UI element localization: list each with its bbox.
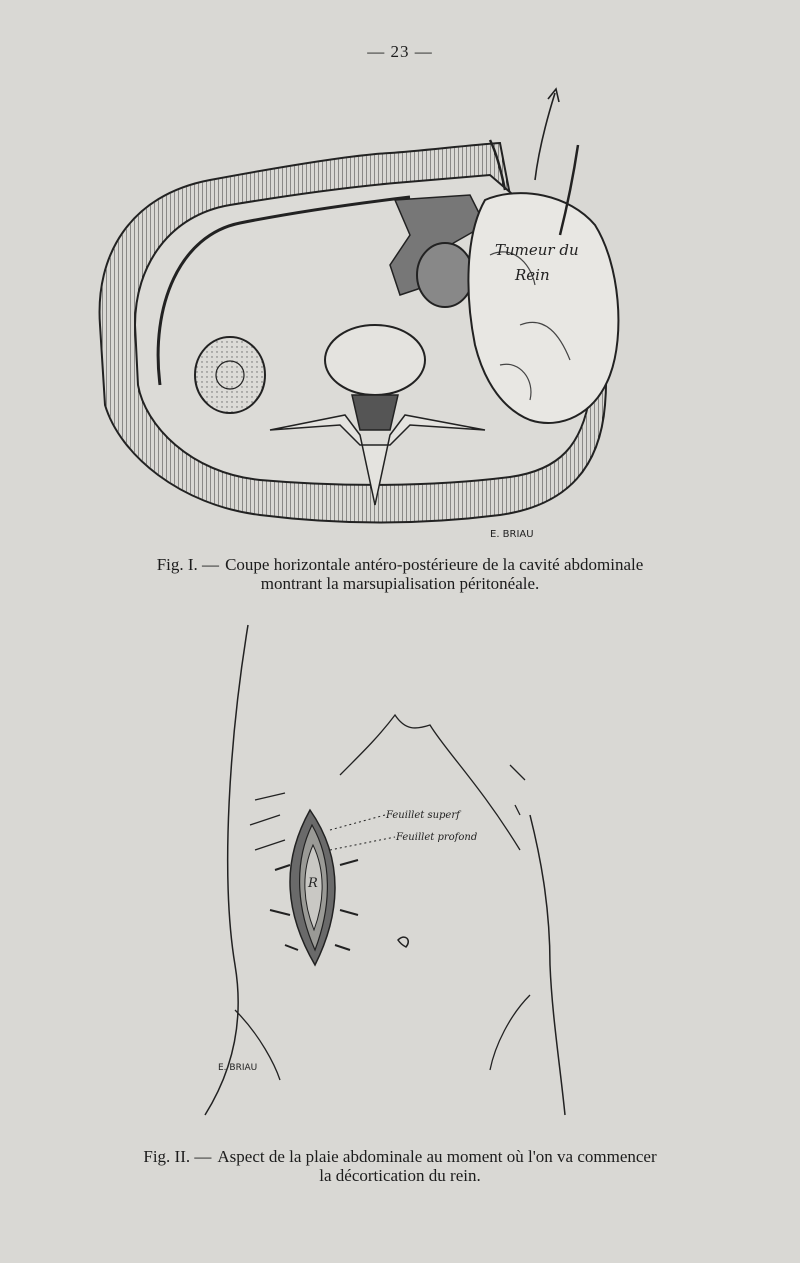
figure-1-label: Fig. I. — [156, 555, 220, 574]
page-number: — 23 — [367, 42, 433, 61]
vertebra-body [325, 325, 425, 395]
figure-1-caption [0, 555, 800, 593]
tumor-annotation-2: Rein [515, 266, 550, 284]
figure-2-caption-line-1: Aspect de la plaie abdominale au moment où l'on va commencer [217, 1147, 657, 1166]
tumor-annotation-1: Tumeur du [495, 241, 579, 259]
figure-2-label: Fig. II. — [143, 1147, 212, 1166]
figure-1-signature: E. BRIAU [490, 529, 534, 540]
rib-marks [250, 765, 525, 850]
kidney-marker: R [308, 876, 318, 891]
figure-2-signature: E. BRIAU [218, 1063, 258, 1073]
figure-2-caption [0, 1147, 800, 1185]
torso-right-outline [530, 815, 565, 1115]
figure-1-caption-line-2: montrant la marsupialisation péritonéale. [260, 574, 540, 593]
label-deep: Feuillet profond [396, 832, 478, 843]
leader-line-deep [330, 837, 395, 850]
cross-section-drawing [90, 85, 690, 545]
figure-1-cross-section-illustration [90, 85, 690, 545]
figure-2-caption-line-2: la décortication du rein. [319, 1166, 481, 1185]
left-kidney [195, 337, 265, 413]
figure-1-caption-line-1: Coupe horizontale antéro-postérieure de la cavité abdominale [225, 555, 644, 574]
abdomen-drawing [190, 615, 590, 1135]
drainage-arrow [535, 93, 555, 180]
spinal-canal [352, 395, 398, 430]
navel-mark [398, 937, 408, 947]
rib-cage-line [340, 715, 520, 850]
torso-left-outline [205, 625, 248, 1115]
colon-section [417, 243, 473, 307]
figure-2-abdominal-wound-illustration [190, 615, 590, 1135]
right-groin-line [490, 995, 530, 1070]
leader-line-superficial [330, 815, 385, 830]
label-superficial: Feuillet superf [386, 810, 460, 821]
